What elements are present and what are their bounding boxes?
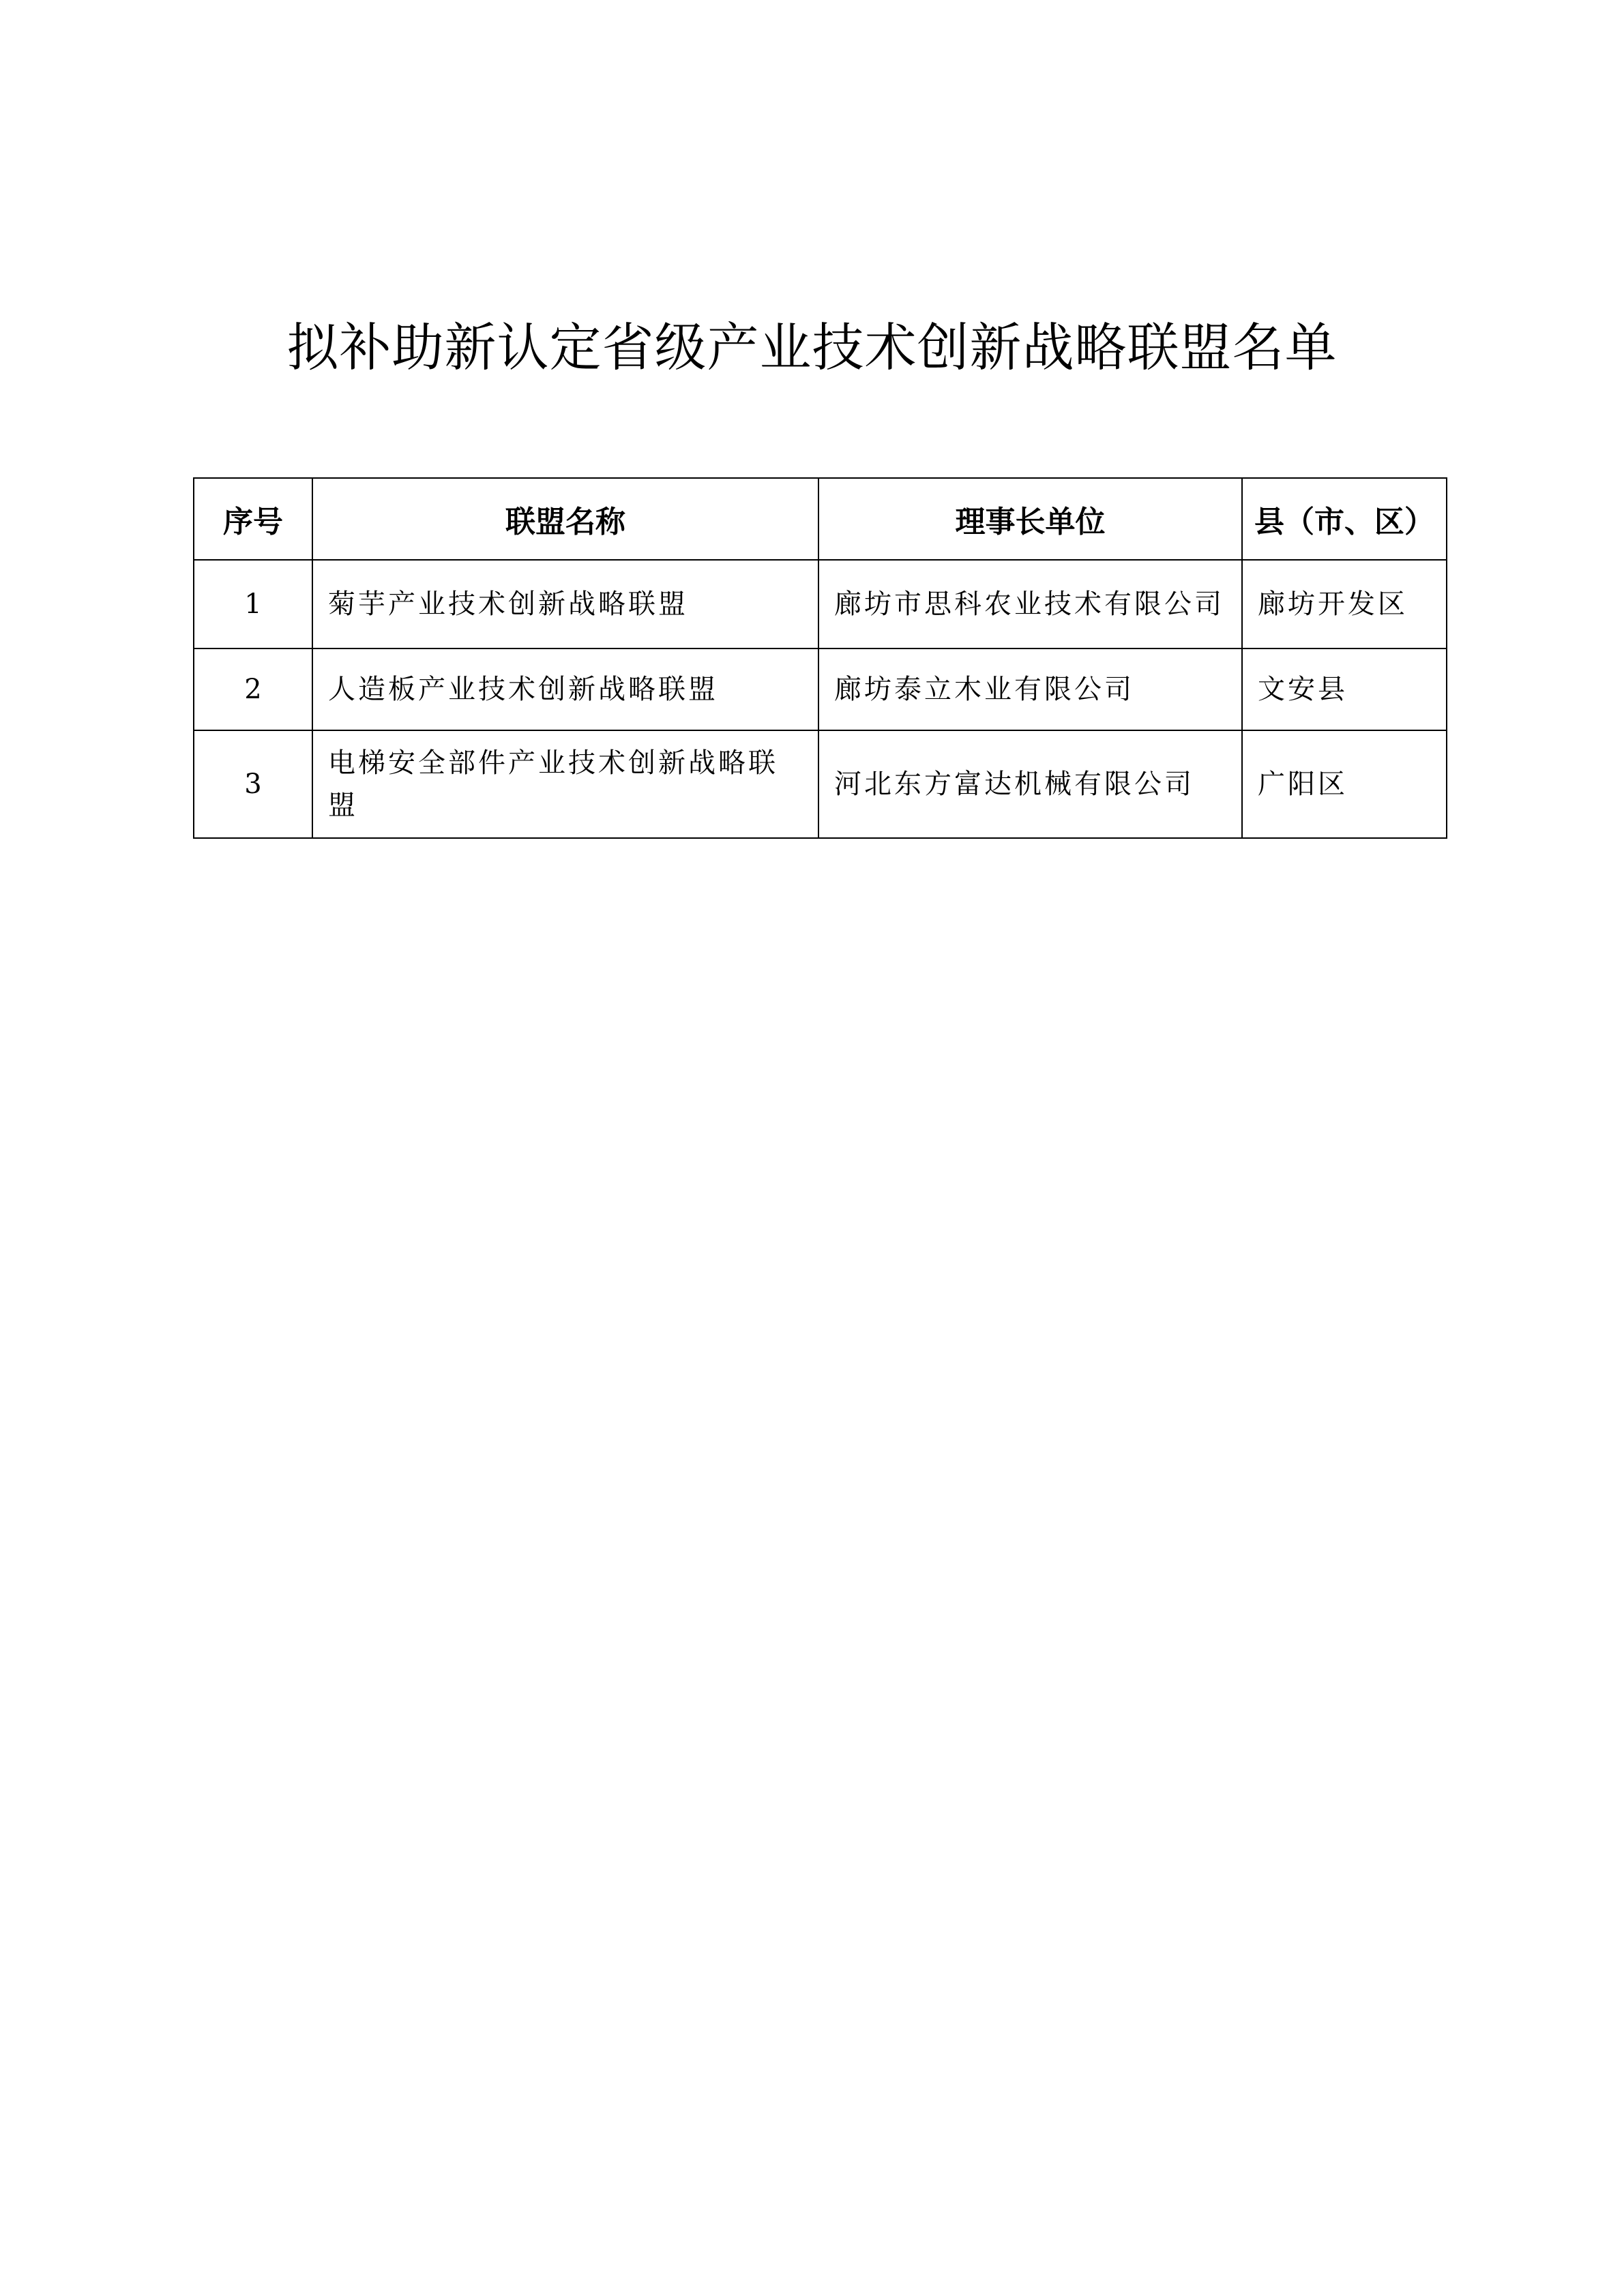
alliance-list-table: [193, 477, 1447, 839]
cell-chair-unit: 廊坊市思科农业技术有限公司: [818, 560, 1242, 648]
cell-seq: 2: [194, 648, 312, 730]
table-header-row: [194, 478, 1447, 560]
cell-alliance-name: 菊芋产业技术创新战略联盟: [312, 560, 818, 648]
cell-county: 文安县: [1242, 648, 1447, 730]
table-row: [194, 730, 1447, 838]
table-row: [194, 648, 1447, 730]
table-row: [194, 560, 1447, 648]
cell-alliance-name: 人造板产业技术创新战略联盟: [312, 648, 818, 730]
header-alliance-name: 联盟名称: [312, 478, 818, 560]
cell-county: 廊坊开发区: [1242, 560, 1447, 648]
cell-county: 广阳区: [1242, 730, 1447, 838]
cell-seq: 1: [194, 560, 312, 648]
cell-chair-unit: 廊坊泰立木业有限公司: [818, 648, 1242, 730]
cell-alliance-name: 电梯安全部件产业技术创新战略联盟: [312, 730, 818, 838]
page-title: 拟补助新认定省级产业技术创新战略联盟名单: [286, 317, 1338, 378]
cell-chair-unit: 河北东方富达机械有限公司: [818, 730, 1242, 838]
cell-seq: 3: [194, 730, 312, 838]
header-seq: 序号: [194, 478, 312, 560]
header-chair-unit: 理事长单位: [818, 478, 1242, 560]
header-county: 县（市、区）: [1242, 478, 1447, 560]
